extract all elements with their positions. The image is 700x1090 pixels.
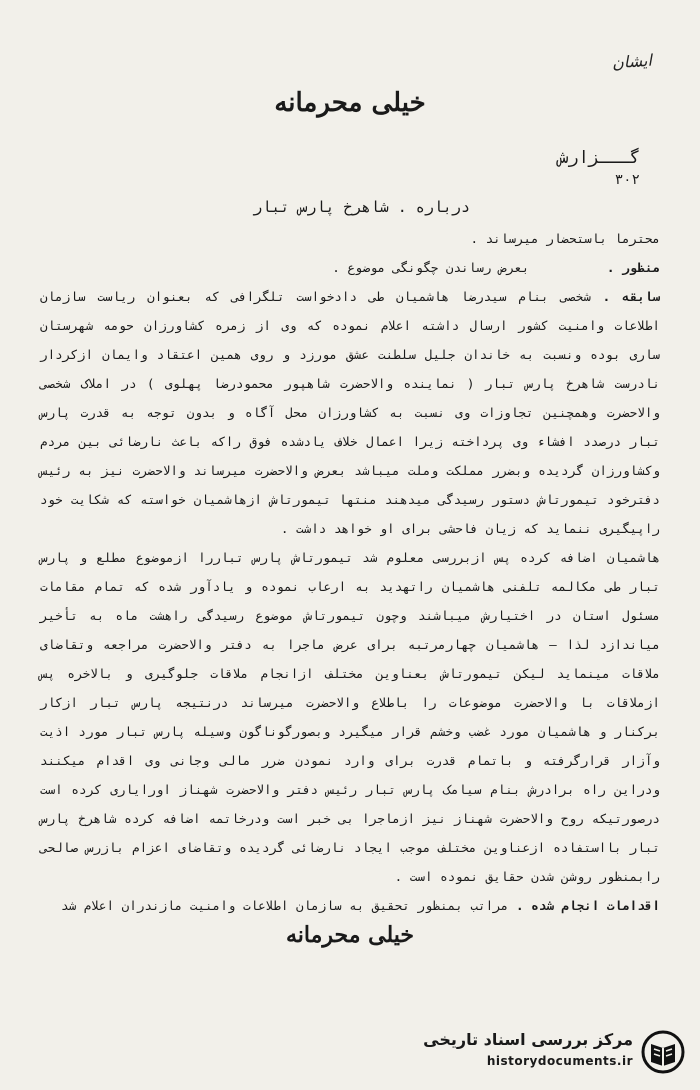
archive-logo-title: مرکز بررسی اسناد تاریخی xyxy=(423,1030,633,1049)
classification-top: خیلی محرمانه xyxy=(274,88,426,118)
purpose-paragraph xyxy=(40,253,660,282)
actions-paragraph xyxy=(40,891,660,920)
opening-line: محترما باستحضار میرساند . xyxy=(470,231,660,246)
classification-bottom: خیلی محرمانه xyxy=(285,922,415,948)
archive-logo-url: historydocuments.ir xyxy=(486,1054,633,1068)
report-title: گـــزارش xyxy=(558,148,640,168)
background-text: شخصی بنام سیدرضا هاشمیان طی دادخواست تلگرافی که بعنوان ریاست سازمان اطلاعات وامنیت کشور ارسال داشته اعلام نموده که وی از زمره کشاورزان حومه شهرستان ساری بوده ونسبت به خاندان جلیل سلطنت عشق مورزد و روی همین اعتقاد وایمان ازکردار نادرست شاهرخ پارس تبار ( نماینده والاحضرت شاهپور محمودرضا پهلوی ) در املاک شخصی والاحضرت وهمچنین تجاوزات وی نسبت به کشاورزان محل آگاه و بدون توجه به قدرت پارس تبار درصدد افشاء وی پرداخته زیرا اعمال خلاف یادشده فوق راکه باعث نارضائی بین مردم وکشاورزان گردیده وبضرر مملکت وملت میباشد بعرض والاحضرت میرساند والاحضرت نیز به رئیس دفترخود تیمورتاش دستور رسیدگی میدهند منتها تیمورتاش ازهاشمیان خواسته که شکایت خود راپیگیری ننماید که زیان فاحشی برای او خواهد داشت . xyxy=(40,289,660,536)
actions-text: مراتب بمنظور تحقیق به سازمان اطلاعات وامنیت مازندران اعلام شد xyxy=(61,898,509,913)
handwritten-note: ایشان xyxy=(611,50,653,73)
second-paragraph: هاشمیان اضافه کرده پس ازبررسی معلوم شد تیمورتاش پارس تباررا ازموضوع مطلع و پارس تبار طی مکالمه تلفنی هاشمیان راتهدید به ارعاب نموده و یادآور شده که تمام مقامات مسئول استان در اختیارش میباشند وچون تیمورتاش موضوع رسیدگی راهشت ماه به تأخیر میاندازد لذا — هاشمیان چهارمرتبه برای عرض ماجرا به دفتر والاحضرت مراجعه وتقاضای ملاقات مینماید لیکن تیمورتاش بعناوین مختلف ازانجام ملاقات جلوگیری و بالاخره پس ازملاقات با والاحضرت موضوعات را باطلاع والاحضرت میرساند درنتیجه پارس تبار ازکار برکنار و هاشمیان مورد غضب وخشم قرار میگیرد وبصورگوناگون وسیله پارس تبار مورد اذیت وآزار قرارگرفته و باتمام قدرت برای وارد نمودن ضرر مالی وجانی وی اقدام میکنند ودراین راه برادرش بنام سیامک پارس تبار رئیس دفتر والاحضرت شهناز اورایاری کرده است درصورتیکه روح والاحضرت شهناز نیز ازماجرا بی خبر است ودرخاتمه اضافه کرده شاهرخ پارس تبار بااستفاده ازعناوین مختلف موجب ایجاد نارضائی گردیده وتقاضای اعزام بازرس صالحی رابمنظور روشن شدن حقایق نموده است . xyxy=(40,550,660,884)
document-body xyxy=(40,224,660,920)
report-header xyxy=(558,148,640,188)
background-label: سابقه . xyxy=(602,289,661,304)
book-emblem-icon xyxy=(641,1030,685,1074)
actions-label: اقدامات انجام شده . xyxy=(515,898,660,913)
purpose-label: منظور . xyxy=(606,260,660,275)
purpose-text: بعرض رساندن چگونگی موضوع . xyxy=(332,260,530,275)
report-number: ۳۰۲ xyxy=(614,172,640,188)
subject-line: درباره . شاهرخ پارس تبار xyxy=(253,198,470,216)
archive-logo xyxy=(400,1028,685,1076)
background-paragraph xyxy=(40,282,660,543)
